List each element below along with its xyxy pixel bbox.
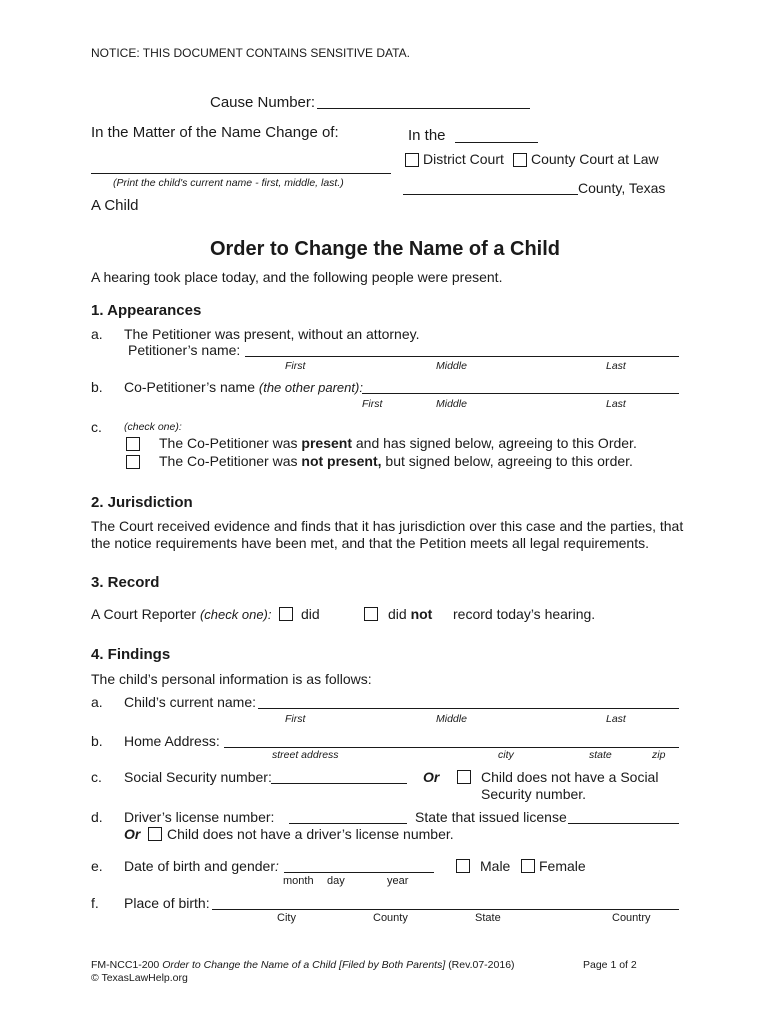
record-did-label: did: [301, 606, 320, 622]
jurisdiction-text-line2: the notice requirements have been met, and that the Petition meets all legal requirements.: [91, 535, 649, 551]
dob-gender-label: Date of birth and gender:: [124, 858, 279, 874]
birth-county-sublabel: County: [373, 912, 408, 924]
petitioner-name-field[interactable]: [245, 356, 679, 357]
findings-f-letter: f.: [91, 895, 99, 911]
county-court-checkbox[interactable]: [513, 153, 527, 167]
co-petitioner-first-sublabel: First: [362, 398, 383, 410]
findings-b-letter: b.: [91, 733, 103, 749]
county-court-label: County Court at Law: [531, 151, 659, 167]
dob-month-sublabel: month: [283, 875, 314, 887]
in-the-label: In the: [408, 127, 446, 144]
county-field[interactable]: [403, 194, 578, 195]
dob-year-sublabel: year: [387, 875, 409, 887]
co-petitioner-present-checkbox[interactable]: [126, 437, 140, 451]
no-ssn-text-line2: Security number.: [481, 786, 587, 802]
record-did-checkbox[interactable]: [279, 607, 293, 621]
findings-a-letter: a.: [91, 694, 103, 710]
petitioner-middle-sublabel: Middle: [436, 360, 467, 372]
cause-number-label: Cause Number:: [210, 94, 316, 111]
drivers-license-field[interactable]: [289, 823, 407, 824]
appearances-heading: 1. Appearances: [91, 302, 202, 319]
record-did-not-label: did not: [388, 606, 433, 622]
address-state-sublabel: state: [589, 749, 612, 761]
male-label: Male: [480, 858, 511, 874]
address-city-sublabel: city: [498, 749, 514, 761]
court-number-field[interactable]: [455, 142, 538, 143]
child-name-field[interactable]: [91, 173, 391, 174]
findings-intro: The child’s personal information is as follows:: [91, 671, 372, 687]
intro-text: A hearing took place today, and the following people were present.: [91, 269, 503, 285]
district-court-label: District Court: [423, 151, 504, 167]
petitioner-present-text: The Petitioner was present, without an attorney.: [124, 326, 420, 342]
no-ssn-checkbox[interactable]: [457, 770, 471, 784]
place-of-birth-field[interactable]: [212, 909, 679, 910]
petitioner-name-label: Petitioner’s name:: [128, 342, 241, 358]
license-state-label: State that issued license: [415, 809, 567, 825]
child-current-name-field[interactable]: [258, 708, 679, 709]
record-heading: 3. Record: [91, 574, 160, 591]
page-title: Order to Change the Name of a Child: [209, 238, 561, 260]
child-first-sublabel: First: [285, 713, 306, 725]
co-petitioner-name-field[interactable]: [362, 393, 679, 394]
cause-number-field[interactable]: [317, 108, 530, 109]
home-address-label: Home Address:: [124, 733, 220, 749]
court-reporter-label: A Court Reporter (check one):: [91, 606, 272, 622]
record-tail-text: record today’s hearing.: [453, 606, 596, 622]
ssn-or-label: Or: [423, 769, 440, 785]
county-texas-label: County, Texas: [578, 180, 666, 196]
birth-city-sublabel: City: [277, 912, 296, 924]
co-petitioner-middle-sublabel: Middle: [436, 398, 467, 410]
address-street-sublabel: street address: [272, 749, 339, 761]
drivers-license-label: Driver’s license number:: [124, 809, 275, 825]
appearances-a-letter: a.: [91, 326, 103, 342]
child-current-name-label: Child’s current name:: [124, 694, 257, 710]
appearances-c-letter: c.: [91, 419, 102, 435]
print-name-hint: (Print the child's current name - first, middle, last.): [113, 177, 344, 189]
male-checkbox[interactable]: [456, 859, 470, 873]
sensitive-notice: NOTICE: THIS DOCUMENT CONTAINS SENSITIVE DATA.: [91, 46, 410, 60]
a-child-label: A Child: [91, 197, 139, 214]
petitioner-last-sublabel: Last: [606, 360, 626, 372]
appearances-b-letter: b.: [91, 379, 103, 395]
license-state-field[interactable]: [568, 823, 679, 824]
birth-state-sublabel: State: [475, 912, 501, 924]
female-checkbox[interactable]: [521, 859, 535, 873]
home-address-field[interactable]: [224, 747, 679, 748]
district-court-checkbox[interactable]: [405, 153, 419, 167]
jurisdiction-text-line1: The Court received evidence and finds that it has jurisdiction over this case and the parties, that: [91, 518, 684, 534]
license-or-label: Or: [124, 826, 141, 842]
co-petitioner-name-label: Co-Petitioner’s name (the other parent):: [124, 379, 363, 395]
page-number: Page 1 of 2: [583, 959, 637, 971]
footer-copyright: © TexasLawHelp.org: [91, 972, 188, 984]
no-license-text: Child does not have a driver’s license number.: [167, 826, 454, 842]
check-one-hint: (check one):: [124, 421, 182, 433]
child-last-sublabel: Last: [606, 713, 626, 725]
findings-d-letter: d.: [91, 809, 103, 825]
ssn-field[interactable]: [271, 783, 407, 784]
jurisdiction-heading: 2. Jurisdiction: [91, 494, 193, 511]
address-zip-sublabel: zip: [652, 749, 666, 761]
findings-heading: 4. Findings: [91, 646, 171, 663]
child-middle-sublabel: Middle: [436, 713, 467, 725]
co-petitioner-not-present-text: The Co-Petitioner was not present, but signed below, agreeing to this order.: [159, 453, 633, 469]
co-petitioner-last-sublabel: Last: [606, 398, 626, 410]
no-license-checkbox[interactable]: [148, 827, 162, 841]
ssn-label: Social Security number:: [124, 769, 272, 785]
dob-day-sublabel: day: [327, 875, 345, 887]
birth-country-sublabel: Country: [612, 912, 651, 924]
matter-label: In the Matter of the Name Change of:: [91, 124, 339, 141]
no-ssn-text-line1: Child does not have a Social: [481, 769, 659, 785]
findings-e-letter: e.: [91, 858, 103, 874]
record-did-not-checkbox[interactable]: [364, 607, 378, 621]
female-label: Female: [539, 858, 586, 874]
findings-c-letter: c.: [91, 769, 102, 785]
place-of-birth-label: Place of birth:: [124, 895, 210, 911]
footer-form-line: FM-NCC1-200 Order to Change the Name of a Child [Filed by Both Parents] (Rev.07-2016): [91, 959, 515, 971]
co-petitioner-not-present-checkbox[interactable]: [126, 455, 140, 469]
petitioner-first-sublabel: First: [285, 360, 306, 372]
co-petitioner-present-text: The Co-Petitioner was present and has signed below, agreeing to this Order.: [159, 435, 637, 451]
dob-field[interactable]: [284, 872, 434, 873]
